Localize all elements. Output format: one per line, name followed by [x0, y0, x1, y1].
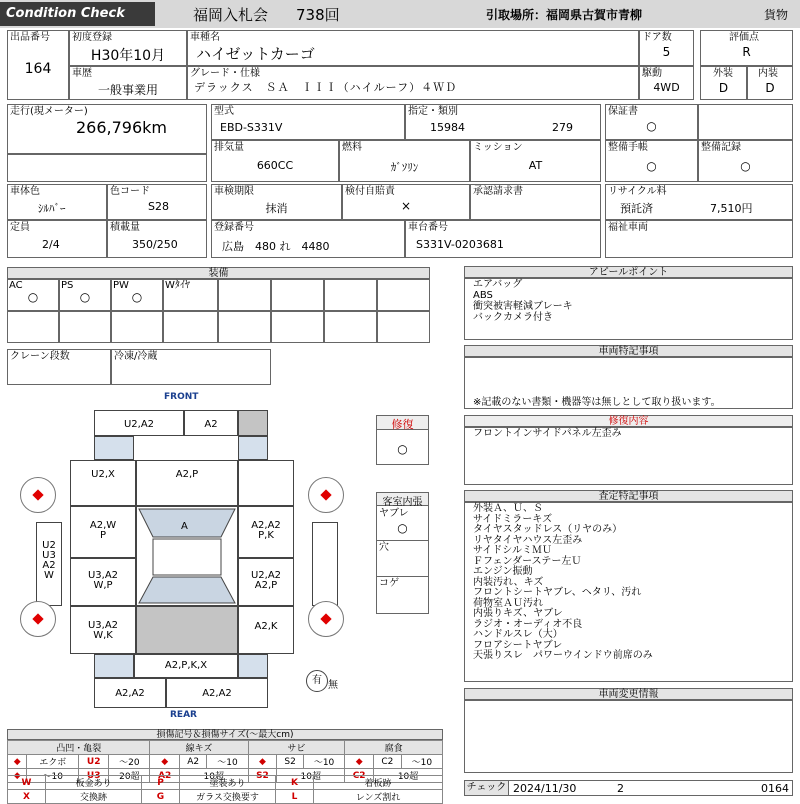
- check-row: [464, 780, 793, 796]
- appeal-line-1: エアバッグ: [473, 279, 523, 290]
- history-cell: [69, 66, 187, 100]
- assessment-line-3: タイヤスタッドレス（リヤのみ）: [473, 524, 623, 535]
- legend-c2-head: C2: [374, 755, 402, 769]
- maintenance-book-value: ○: [646, 159, 657, 173]
- damage-marker-icon: [32, 613, 43, 624]
- assessment-line-6: Ｆフェンダーステー左Ｕ: [473, 555, 582, 567]
- assessment-line-15: 天張りスレ パワーウインドウ前席のみ: [473, 650, 653, 661]
- recycle-cell: [605, 184, 793, 220]
- legend-u2-size: 〜20: [109, 755, 150, 769]
- damage-marker-icon: [32, 489, 43, 500]
- approval-cell: [470, 184, 601, 220]
- equipment-title: 装備: [7, 267, 430, 279]
- legend-s2-size: 〜10: [303, 755, 344, 769]
- assessment-line-9: フロントシートヤブレ、ヘタリ、汚れ: [473, 587, 642, 598]
- appeal-line-4: バックカメラ付き: [473, 312, 553, 323]
- legend-w: W: [8, 776, 46, 790]
- spec-value-2: 279: [552, 121, 573, 134]
- change-panel: [464, 700, 793, 773]
- assessment-line-1: 外装Ａ、Ｕ、Ｓ: [473, 503, 543, 514]
- recycle-value: 7,510円: [710, 202, 753, 215]
- equip-ac: [7, 279, 59, 311]
- legend-c2: C2: [345, 769, 374, 783]
- front-bumper-left: [94, 410, 184, 436]
- repair-content-title: 修復内容: [464, 415, 793, 427]
- capacity-value: 2/4: [42, 238, 60, 251]
- legend-a2-head: A2: [179, 755, 206, 769]
- interior-lining-panel: [376, 492, 429, 614]
- repair-content-panel: [464, 427, 793, 485]
- assessment-line-11: 内張りキズ、ヤブレ: [473, 608, 563, 619]
- inspection-value: 抹消: [265, 202, 288, 215]
- welfare-cell: [605, 220, 793, 258]
- assessment-line-2: サイドミラーキズ: [473, 513, 553, 525]
- model-name-cell: [187, 30, 639, 66]
- load-value: 350/250: [132, 238, 178, 251]
- spec-cell: [405, 104, 601, 140]
- interior-divider-1: [377, 540, 428, 541]
- plate-cell: [211, 220, 405, 258]
- spec-value-1: 15984: [430, 121, 465, 134]
- history-value: 一般事業用: [97, 83, 158, 97]
- fuel-label: 燃料: [342, 142, 362, 153]
- first-reg-value: H30年10月: [90, 48, 166, 64]
- check-number: 2: [617, 782, 624, 795]
- appeal-panel: [464, 278, 793, 340]
- first-reg-cell: [69, 30, 187, 66]
- inspection-label: 車検期限: [214, 186, 254, 197]
- exterior-value: D: [718, 81, 729, 95]
- cell-text-5: A2,W P: [89, 520, 117, 541]
- displacement-cell: [211, 140, 339, 182]
- exterior-cell: [700, 66, 747, 100]
- liability-label: 検付自賠責: [345, 186, 395, 197]
- rear-fender-left: [70, 606, 136, 654]
- liability-value: ×: [400, 199, 412, 213]
- assessment-line-4: リヤタイヤハウス左歪み: [473, 534, 583, 546]
- legend-u3-size: 20超: [109, 769, 150, 783]
- special-title: 車両特記事項: [464, 345, 793, 357]
- repair-cell: [376, 415, 429, 465]
- drive-label: 駆動: [642, 68, 662, 79]
- check-label: チェック: [465, 781, 509, 795]
- cell-text-2: A2: [204, 419, 218, 430]
- repair-value: ○: [397, 442, 408, 456]
- rear-door-left: [70, 558, 136, 606]
- chassis-cell: [405, 220, 601, 258]
- legend-a2-size: 〜10: [207, 755, 248, 769]
- interior-tear-value: ○: [397, 521, 408, 535]
- interior-hole-label: 穴: [379, 542, 389, 553]
- equip-ac-value: ○: [27, 290, 39, 304]
- equip-blank-3: [324, 279, 377, 311]
- cell-text-6: A: [181, 521, 188, 532]
- equip-blank-11: [324, 311, 377, 343]
- crane-cell: [7, 349, 111, 385]
- displacement-value: 660CC: [256, 159, 294, 172]
- taillight-right: [238, 654, 268, 678]
- legend-marker-icon: ◆: [8, 769, 27, 783]
- spare-tire-circle: 有: [306, 670, 328, 692]
- equip-blank-1: [218, 279, 271, 311]
- maintenance-book-cell: [605, 140, 698, 182]
- legend-g-text: ガラス交換要す: [180, 790, 276, 804]
- body-color-cell: [7, 184, 107, 220]
- equip-blank-6: [59, 311, 111, 343]
- sheet-title: Condition Check: [0, 2, 155, 26]
- doors-value: 5: [662, 45, 671, 59]
- equip-ps-value: ○: [79, 290, 91, 304]
- legend-k: K: [276, 776, 314, 790]
- load-cell: [107, 220, 207, 258]
- legend-s2: S2: [248, 769, 277, 783]
- assessment-line-13: ハンドルスレ（大）: [473, 629, 563, 640]
- interior-divider-2: [377, 576, 428, 577]
- mileage-label: 走行(現メーター): [10, 106, 88, 117]
- front-label: FRONT: [164, 392, 199, 402]
- cell-text-4: A2,P: [175, 469, 199, 480]
- equip-blank-2: [271, 279, 324, 311]
- equip-pw-value: ○: [131, 290, 143, 304]
- front-fender-right: [238, 460, 294, 506]
- drive-cell: [639, 66, 694, 100]
- equip-wtire-label: Wﾀｲﾔ: [165, 280, 190, 291]
- repair-label: 修復: [377, 416, 428, 430]
- model-code-label: 型式: [214, 106, 234, 117]
- legend-a2: A2: [150, 769, 180, 783]
- color-code-cell: [107, 184, 207, 220]
- approval-label: 承認請求書: [473, 186, 523, 197]
- equip-blank-10: [271, 311, 324, 343]
- legend-p-text: 塗装あり: [180, 776, 276, 790]
- left-side-sill: [36, 522, 62, 606]
- assessment-line-7: エンジン振動: [473, 566, 533, 577]
- lot-number-value: 164: [24, 61, 52, 77]
- displacement-label: 排気量: [214, 142, 244, 153]
- cell-text-12: A2,K: [254, 621, 278, 632]
- interior-burn-label: コゲ: [379, 578, 399, 589]
- assessment-line-8: 内装汚れ、キズ: [473, 576, 544, 588]
- header-bar: [0, 0, 800, 28]
- legend-cat-rust: サビ: [248, 741, 345, 755]
- legend-cat-corrosion: 腐食: [345, 741, 443, 755]
- legend-row3-size: 〜10: [27, 769, 79, 783]
- recycle-status: 預託済: [620, 202, 653, 215]
- legend-ekubo: エクボ: [27, 755, 79, 769]
- equip-pw-label: PW: [113, 280, 129, 291]
- right-side-sill: [312, 522, 338, 606]
- front-fender-left: [70, 460, 136, 506]
- legend-title: 損傷記号＆損傷サイズ(〜最大cm): [7, 729, 443, 740]
- cell-text-11: U3,A2 W,K: [87, 620, 119, 641]
- wheel-front-left: [20, 477, 56, 513]
- cell-text-3: U2,X: [91, 469, 115, 480]
- inspection-cell: [211, 184, 342, 220]
- interior-score-label: 内装: [758, 68, 778, 79]
- equip-blank-12: [377, 311, 430, 343]
- freezer-cell: [111, 349, 271, 385]
- wheel-rear-left: [20, 601, 56, 637]
- rear-fender-right: [238, 606, 294, 654]
- equip-blank-5: [7, 311, 59, 343]
- auction-lot: 738回: [296, 6, 340, 24]
- equip-ps-label: PS: [61, 280, 74, 291]
- legend-s2-over: 10超: [277, 769, 345, 783]
- warranty-cell: [605, 104, 698, 140]
- maintenance-book-label: 整備手帳: [608, 142, 648, 153]
- legend-marker-icon: ◆: [345, 755, 374, 769]
- capacity-label: 定員: [10, 222, 30, 233]
- legend-u3: U3: [79, 769, 109, 783]
- plate-value: 広島 480 れ 4480: [222, 240, 330, 253]
- lot-number-label: 出品番号: [10, 32, 50, 43]
- check-date: 2024/11/30: [513, 782, 577, 795]
- liability-cell: [342, 184, 470, 220]
- maintenance-record-value: ○: [740, 159, 751, 173]
- welfare-label: 福祉車両: [608, 222, 648, 233]
- legend-marker-icon: ◆: [8, 755, 27, 769]
- cell-text-9: U3,A2 W,P: [87, 570, 119, 591]
- headlight-left: [94, 436, 134, 460]
- pickup-location: 引取場所：福岡県古賀市青柳: [486, 8, 643, 22]
- score-label: 評価点: [729, 32, 759, 43]
- spare-none-label: 無: [328, 680, 338, 691]
- warranty-extra-cell: [698, 104, 793, 140]
- assessment-line-5: サイドシルミＭＵ: [473, 545, 553, 556]
- interior-score-value: D: [765, 81, 775, 95]
- mileage-value: 266,796km: [76, 118, 168, 137]
- freezer-label: 冷凍/冷蔵: [114, 351, 158, 362]
- equip-blank-9: [218, 311, 271, 343]
- cell-text-1: U2,A2: [123, 419, 155, 430]
- doors-label: ドア数: [642, 32, 672, 43]
- taillight-left: [94, 654, 134, 678]
- legend-l-text: レンズ割れ: [314, 790, 443, 804]
- legend-c2-over: 10超: [374, 769, 443, 783]
- legend-x: X: [8, 790, 46, 804]
- history-label: 車歴: [72, 68, 92, 79]
- chassis-value: S331V-0203681: [416, 238, 504, 251]
- legend-marker-icon: ◆: [150, 755, 180, 769]
- legend-w-text: 板金あり: [46, 776, 142, 790]
- wheel-front-right: [308, 477, 344, 513]
- headlight-right: [238, 436, 268, 460]
- assessment-line-10: 荷物室ＡＵ汚れ: [473, 597, 543, 609]
- warranty-label: 保証書: [608, 106, 638, 117]
- color-code-label: 色コード: [110, 186, 150, 197]
- rear-bumper-left: [94, 678, 166, 708]
- appeal-line-3: 衝突被害軽減ブレーキ: [473, 301, 573, 312]
- change-title: 車両変更情報: [464, 688, 793, 700]
- legend-a2-over: 10超: [179, 769, 248, 783]
- legend-cat-scratch: 線キズ: [150, 741, 248, 755]
- appeal-title: アピールポイント: [464, 266, 793, 278]
- equip-ac-label: AC: [9, 280, 23, 291]
- warranty-value: ○: [646, 119, 657, 133]
- transmission-cell: [470, 140, 601, 182]
- grade-cell: [187, 66, 639, 100]
- score-cell: [700, 30, 793, 66]
- legend-u2: U2: [79, 755, 109, 769]
- chassis-label: 車台番号: [408, 222, 448, 233]
- rear-label: REAR: [170, 710, 197, 720]
- assessment-title: 査定特記事項: [464, 490, 793, 502]
- first-reg-label: 初度登録: [72, 32, 112, 43]
- hood: [136, 460, 238, 506]
- transmission-value: AT: [528, 159, 543, 172]
- score-value: R: [742, 45, 751, 59]
- grade-value: デラックス ＳＡ ＩＩＩ（ハイルーフ）４ＷＤ: [194, 81, 458, 94]
- damage-marker-icon: [320, 489, 331, 500]
- exterior-label: 外装: [713, 68, 733, 79]
- front-door-right: [238, 506, 294, 558]
- mileage-extra-cell: [7, 154, 207, 182]
- interior-tear-label: ヤブレ: [379, 508, 409, 519]
- legend-l: L: [276, 790, 314, 804]
- assessment-panel: [464, 502, 793, 682]
- crane-label: クレーン段数: [10, 351, 70, 362]
- body-color-value: ｼﾙﾊﾞｰ: [38, 202, 66, 215]
- rear-bumper-right: [166, 678, 268, 708]
- model-name-value: ハイゼットカーゴ: [196, 45, 315, 63]
- legend-marker-icon: ◆: [248, 755, 277, 769]
- plate-label: 登録番号: [214, 222, 254, 233]
- legend-x-text: 交換跡: [46, 790, 142, 804]
- doors-cell: [639, 30, 694, 66]
- legend-c2-size: 〜10: [401, 755, 442, 769]
- interior-score-cell: [747, 66, 793, 100]
- special-note: ※記載のない書類・機器等は無しとして取り扱います。: [473, 397, 721, 408]
- maintenance-record-label: 整備記録: [701, 142, 741, 153]
- front-corner: [238, 410, 268, 436]
- cell-text-13: A2,P,K,X: [164, 660, 208, 671]
- legend-p: P: [142, 776, 180, 790]
- damage-marker-icon: [320, 613, 331, 624]
- roof-area: [136, 506, 238, 606]
- cell-text-8: U2 U3 A2 W: [42, 540, 56, 581]
- cell-text-14: A2,A2: [115, 688, 145, 699]
- fuel-cell: [339, 140, 470, 182]
- legend-s2-head: S2: [277, 755, 304, 769]
- body-color-label: 車体色: [10, 186, 40, 197]
- grade-label: グレード・仕様: [190, 68, 260, 79]
- front-door-left: [70, 506, 136, 558]
- equip-ps: [59, 279, 111, 311]
- load-label: 積載量: [110, 222, 140, 233]
- equip-blank-8: [163, 311, 218, 343]
- rear-door-right: [238, 558, 294, 606]
- model-name-label: 車種名: [190, 32, 220, 43]
- equip-blank-4: [377, 279, 430, 311]
- legend-cat-dent: 凸凹・亀裂: [8, 741, 150, 755]
- interior-title: 客室内張: [377, 493, 428, 506]
- model-code-value: EBD-S331V: [220, 121, 283, 134]
- lot-number-cell: [7, 30, 69, 100]
- legend-k-text: 着板跡: [314, 776, 443, 790]
- special-panel: [464, 357, 793, 409]
- recycle-label: リサイクル料: [608, 186, 667, 197]
- equip-blank-7: [111, 311, 163, 343]
- assessment-line-12: ラジオ・オーディオ不良: [473, 618, 583, 630]
- drive-value: 4WD: [653, 81, 680, 94]
- auction-name: 福岡入札会: [193, 6, 269, 24]
- equip-pw: [111, 279, 163, 311]
- fuel-value: ｶﾞｿﾘﾝ: [390, 161, 419, 174]
- cell-text-7: A2,A2 P,K: [251, 520, 281, 541]
- color-code-value: S28: [148, 200, 169, 213]
- cell-text-15: A2,A2: [202, 688, 232, 699]
- repair-content-text: フロントインサイドパネル左歪み: [473, 428, 622, 439]
- assessment-line-14: フロアシートヤブレ: [473, 639, 563, 651]
- wheel-rear-right: [308, 601, 344, 637]
- mileage-cell: [7, 104, 207, 154]
- appeal-line-2: ABS: [473, 290, 493, 301]
- maintenance-record-cell: [698, 140, 793, 182]
- front-bumper-right: [184, 410, 238, 436]
- equip-wtire: [163, 279, 218, 311]
- rear-gate: [134, 654, 238, 678]
- transmission-label: ミッション: [473, 142, 523, 153]
- cell-text-10: U2,A2 A2,P: [250, 570, 282, 591]
- legend-g: G: [142, 790, 180, 804]
- capacity-cell: [7, 220, 107, 258]
- model-code-cell: [211, 104, 405, 140]
- vehicle-category: 貨物: [764, 8, 789, 22]
- spec-label: 指定・類別: [408, 106, 458, 117]
- check-id: 0164: [761, 782, 789, 795]
- rear-roof: [136, 606, 238, 654]
